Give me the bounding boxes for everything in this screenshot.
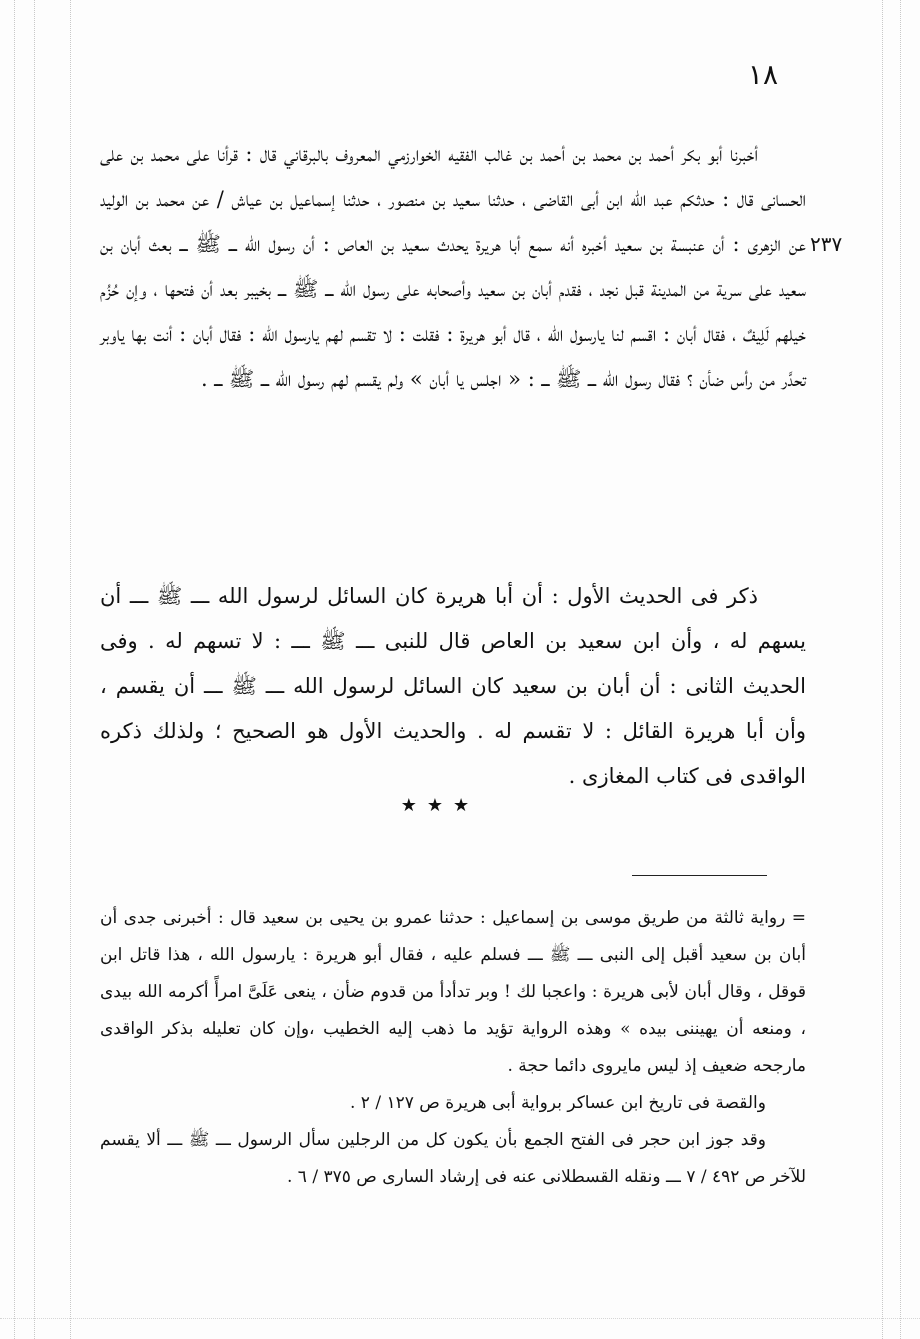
paragraph-text: أخبرنا أبو بكر أحمد بن محمد بن أحمد بن غالب الفقيه الخوارزمي المعروف بالبرقاني قال : قرأنا على محمد بن على الحسانى قال : حدثكم عبد الله ابن أبى القاضى ، حدثنا سعيد بن منصور ، حدثنا إسماعيل بن عياش / عن محمد بن الوليد عن الزهرى : أن عنبسة بن سعيد أخبره أنه سمع أبا هريرة يحدث سعيد بن العاص : أن رسول الله ـــ ﷺ ـــ بعث أبان بن سعيد على سرية من المدينة قبل نجد ، فقدم أبان بن سعيد وأصحابه على رسول الله ـــ ﷺ ـــ بخيبر بعد أن فتحها ، وإن حُزُم خيلهم لَلِيفٌ ، فقال أبان : اقسم لنا يارسول الله ، قال أبو هريرة : فقلت : لا تقسم لهم يارسول الله : فقال أبان : أنت بها ياوبر تحدَّر من رأس ضأن ؟ فقال رسول الله ـــ ﷺ ـــ : « اجلس يا أبان » ولم يقسم لهم رسول الله ـــ ﷺ ـــ . <box>100 142 806 391</box>
footnote-2: والقصة فى تاريخ ابن عساكر برواية أبى هريرة ص ١٢٧ / ٢ . <box>349 1093 766 1113</box>
main-paragraph-1 <box>100 132 806 402</box>
scan-artifact-line <box>882 0 883 1339</box>
scan-artifact-line <box>900 0 901 1339</box>
footnote-3: وقد جوز ابن حجر فى الفتح الجمع بأن يكون كل من الرجلين سأل الرسول ـــ ﷺ ـــ ألا يقسم للآخر ص ٤٩٢ / ٧ ـــ ونقله القسطلانى عنه فى إرشاد السارى ص ٣٧٥ / ٦ . <box>100 1130 806 1187</box>
main-paragraph-2 <box>100 574 806 799</box>
footnotes <box>100 900 806 1196</box>
paragraph-text: ذكر فى الحديث الأول : أن أبا هريرة كان السائل لرسول الله ـــ ﷺ ـــ أن يسهم له ، وأن ابن سعيد بن العاص قال للنبى ـــ ﷺ ـــ : لا تسهم له . وفى الحديث الثانى : أن أبان بن سعيد كان السائل لرسول الله ـــ ﷺ ـــ أن يقسم ، وأن أبا هريرة القائل : لا تقسم له . والحديث الأول هو الصحيح ؛ ولذلك ذكره الواقدى فى كتاب المغازى . <box>100 584 806 788</box>
section-separator-stars: ★★★ <box>400 795 480 816</box>
footnote-1: = رواية ثالثة من طريق موسى بن إسماعيل : حدثنا عمرو بن يحيى بن سعيد قال : أخبرنى جدى أن أبان بن سعيد أقبل إلى النبى ـــ ﷺ ـــ فسلم عليه ، فقال أبو هريرة : يارسول الله ، هذا قاتل ابن قوقل ، وقال أبان لأبى هريرة : واعجبا لك ! وبر تدأدأ من قدوم ضأن ، ينعى عَلَىَّ امرأً أكرمه الله بيدى ، ومنعه أن يهيننى بيده » وهذه الرواية تؤيد ما ذهب إليه الخطيب ،وإن كان تعليله بذكر الواقدى مارجحه ضعيف إذ ليس مايروى دائما حجة . <box>100 908 806 1076</box>
scan-artifact-line <box>14 0 15 1339</box>
scan-artifact-line <box>70 0 71 1339</box>
footnote-divider <box>632 875 767 876</box>
margin-reference-number: ٢٣٧ <box>810 232 843 256</box>
scan-artifact-line <box>34 0 35 1339</box>
page-number: ١٨ <box>747 58 778 91</box>
scan-artifact-line <box>0 1318 920 1319</box>
